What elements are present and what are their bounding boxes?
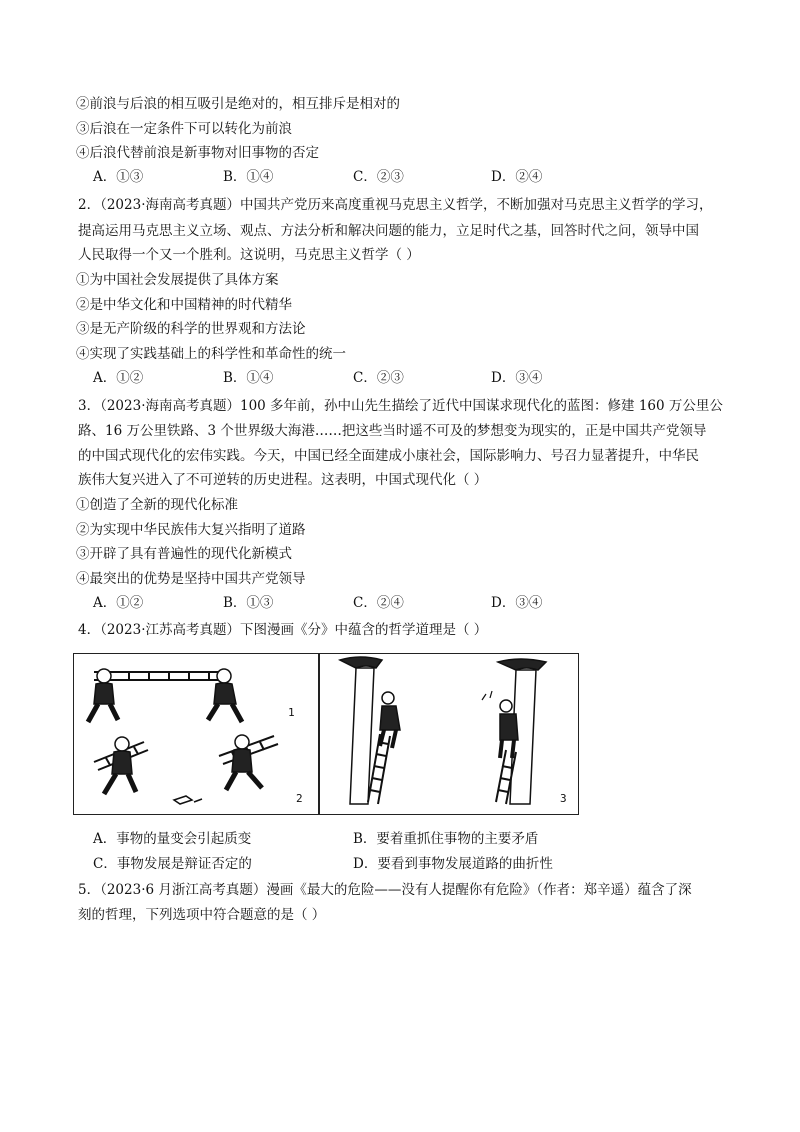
q1-options <box>93 167 733 187</box>
q2-stem-line-3: 人民取得一个又一个胜利。这说明，马克思主义哲学（ ） <box>78 247 420 263</box>
q2-statement-4: ④实现了实践基础上的科学性和革命性的统一 <box>76 346 346 362</box>
comic-figure <box>73 653 579 815</box>
q4-options-row-2 <box>93 854 733 874</box>
q3-statement-3: ③开辟了具有普遍性的现代化新模式 <box>76 546 292 562</box>
comic-panel-label-3: 3 <box>560 792 567 805</box>
q2-stem-line-1: 2．（2023·海南高考真题）中国共产党历来高度重视马克思主义哲学，不断加强对马克思主义哲学的学习， <box>78 197 713 213</box>
q2-option-b[interactable]: B．①④ <box>223 370 274 386</box>
q3-statement-1: ①创造了全新的现代化标准 <box>76 497 238 513</box>
comic-panel-right <box>319 653 579 815</box>
comic-panel-left <box>73 653 319 815</box>
q4-options-row-1 <box>93 829 733 849</box>
q3-stem-line-2: 路、16 万公里铁路、3 个世界级大海港……把这些当时遥不可及的梦想变为现实的，正是中国共产党领导 <box>78 423 707 439</box>
comic-ladder-carriers-illustration <box>74 654 318 814</box>
q1-option-b[interactable]: B．①④ <box>223 169 274 185</box>
q2-statement-3: ③是无产阶级的科学的世界观和方法论 <box>76 321 306 337</box>
q2-statement-2: ②是中华文化和中国精神的时代精华 <box>76 297 292 313</box>
comic-panel-label-1: 1 <box>288 706 295 719</box>
q2-option-a[interactable]: A．①② <box>93 370 144 386</box>
q2-statement-1: ①为中国社会发展提供了具体方案 <box>76 272 279 288</box>
q2-option-c[interactable]: C．②③ <box>353 370 404 386</box>
q1-statement-4: ④后浪代替前浪是新事物对旧事物的否定 <box>76 145 319 161</box>
q3-option-b[interactable]: B．①③ <box>223 595 274 611</box>
q1-option-a[interactable]: A．①③ <box>93 169 144 185</box>
q2-stem-line-2: 提高运用马克思主义立场、观点、方法分析和解决问题的能力，立足时代之基，回答时代之问，领导中国 <box>78 223 699 239</box>
q3-option-d[interactable]: D．③④ <box>491 595 543 611</box>
q3-options <box>93 593 733 613</box>
q1-statement-3: ③后浪在一定条件下可以转化为前浪 <box>76 121 292 137</box>
q3-stem-line-1: 3．（2023·海南高考真题）100 多年前，孙中山先生描绘了近代中国谋求现代化的蓝图：修建 160 万公里公 <box>78 398 723 414</box>
q3-statement-4: ④最突出的优势是坚持中国共产党领导 <box>76 571 306 587</box>
q1-statement-2: ②前浪与后浪的相互吸引是绝对的，相互排斥是相对的 <box>76 96 400 112</box>
q2-options <box>93 368 733 388</box>
q1-option-c[interactable]: C．②③ <box>353 169 404 185</box>
q3-option-a[interactable]: A．①② <box>93 595 144 611</box>
q1-option-d[interactable]: D．②④ <box>491 169 543 185</box>
q4-option-b[interactable]: B．要着重抓住事物的主要矛盾 <box>353 831 539 847</box>
q3-statement-2: ②为实现中华民族伟大复兴指明了道路 <box>76 522 306 538</box>
q4-option-d[interactable]: D．要看到事物发展道路的曲折性 <box>353 856 553 872</box>
comic-tree-climbers-illustration <box>320 654 578 814</box>
q4-stem-line-1: 4．（2023·江苏高考真题）下图漫画《分》中蕴含的哲学道理是（ ） <box>78 622 488 638</box>
comic-panel-label-2: 2 <box>296 792 303 805</box>
q3-stem-line-4: 族伟大复兴进入了不可逆转的历史进程。这表明，中国式现代化（ ） <box>78 472 488 488</box>
q3-stem-line-3: 的中国式现代化的宏伟实践。今天，中国已经全面建成小康社会，国际影响力、号召力显著提升，中华民 <box>78 448 699 464</box>
q2-option-d[interactable]: D．③④ <box>491 370 543 386</box>
q5-stem-line-2: 刻的哲理，下列选项中符合题意的是（ ） <box>78 907 326 923</box>
q3-option-c[interactable]: C．②④ <box>353 595 404 611</box>
q4-option-c[interactable]: C．事物发展是辩证否定的 <box>93 856 252 872</box>
q4-option-a[interactable]: A．事物的量变会引起质变 <box>93 831 252 847</box>
q5-stem-line-1: 5．（2023·6 月浙江高考真题）漫画《最大的危险——没有人提醒你有危险》（作者：郑辛遥）蕴含了深 <box>78 882 692 898</box>
